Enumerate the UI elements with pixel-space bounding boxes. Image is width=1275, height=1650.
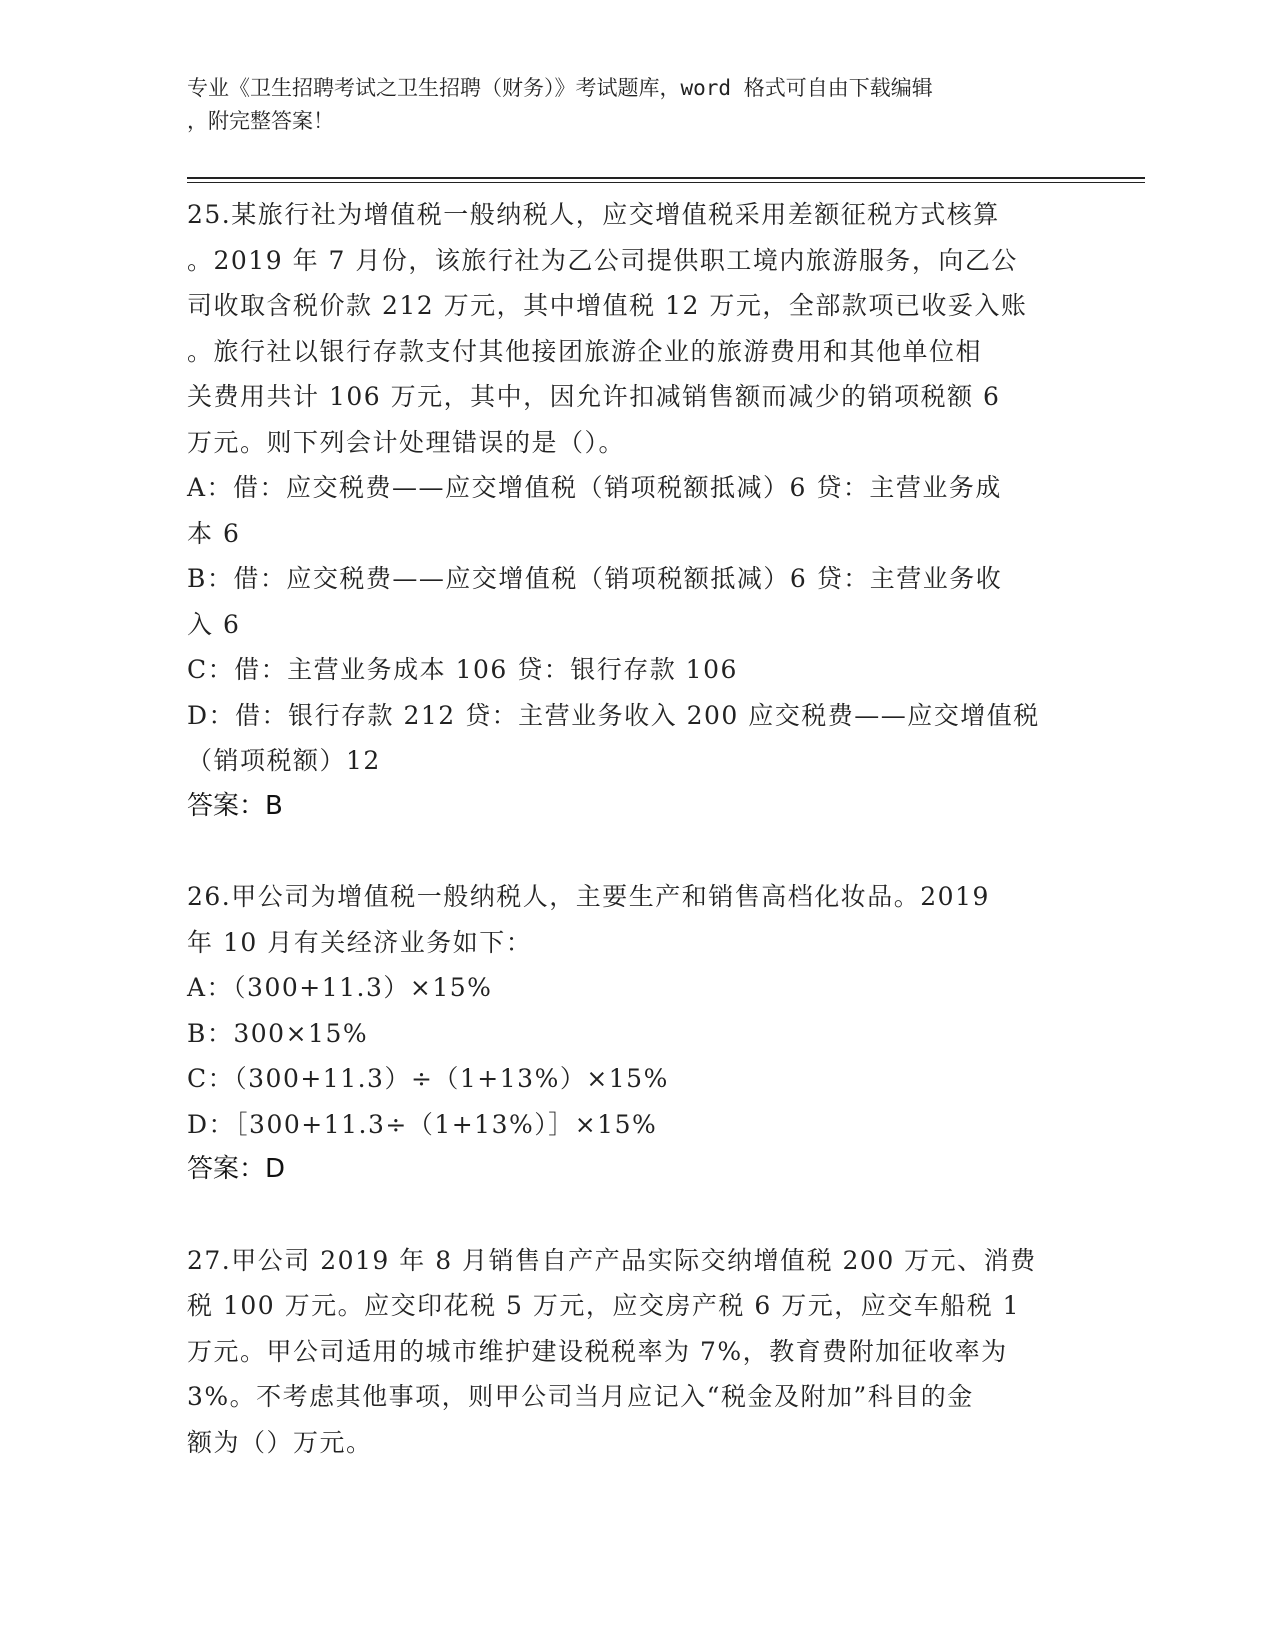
- question-line: 3%。不考虑其他事项，则甲公司当月应记入“税金及附加”科目的金: [187, 1382, 974, 1411]
- question-spacer: [187, 1193, 1067, 1238]
- option-a-line: A：借：应交税费——应交增值税（销项税额抵减）6 贷：主营业务成: [187, 473, 1002, 502]
- option-c-line: C：借：主营业务成本 106 贷：银行存款 106: [187, 655, 738, 684]
- header-divider-thin: [187, 182, 1145, 183]
- option-b-line: 入 6: [187, 609, 241, 639]
- header-line-2: ，附完整答案！: [187, 109, 334, 133]
- option-b-line: B：300×15%: [187, 1018, 369, 1048]
- document-header: [187, 72, 1087, 138]
- question-line: 万元。甲公司适用的城市维护建设税税率为 7%，教育费附加征收率为: [187, 1336, 1008, 1366]
- option-d-line: D：［300+11.3÷（1+13%）］×15%: [187, 1109, 658, 1139]
- question-line: 税 100 万元。应交印花税 5 万元，应交房产税 6 万元，应交车船税 1: [187, 1291, 1021, 1320]
- question-line: 27.甲公司 2019 年 8 月销售自产产品实际交纳增值税 200 万元、消费: [187, 1245, 1037, 1275]
- question-line: 26.甲公司为增值税一般纳税人，主要生产和销售高档化妆品。2019: [187, 882, 990, 911]
- question-line: 司收取含税价款 212 万元，其中增值税 12 万元，全部款项已收妥入账: [187, 291, 1028, 320]
- option-a-line: 本 6: [187, 518, 241, 548]
- question-27: [187, 1238, 1067, 1466]
- question-25: [187, 192, 1067, 829]
- question-line: 。2019 年 7 月份，该旅行社为乙公司提供职工境内旅游服务，向乙公: [187, 245, 1018, 275]
- question-line: 万元。则下列会计处理错误的是（）。: [187, 427, 626, 457]
- question-line: 。旅行社以银行存款支付其他接团旅游企业的旅游费用和其他单位相: [187, 336, 983, 366]
- option-d-line: D：借：银行存款 212 贷：主营业务收入 200 应交税费——应交增值税: [187, 700, 1040, 730]
- question-26: [187, 874, 1067, 1193]
- option-b-line: B：借：应交税费——应交增值税（销项税额抵减）6 贷：主营业务收: [187, 564, 1003, 593]
- answer-line: 答案：D: [187, 1154, 286, 1184]
- option-d-line: （销项税额）12: [187, 746, 381, 775]
- question-list: [187, 192, 1067, 1465]
- question-line: 额为（）万元。: [187, 1427, 373, 1457]
- answer-line: 答案：B: [187, 790, 283, 821]
- option-a-line: A：（300+11.3）×15%: [187, 973, 493, 1002]
- header-divider-thick: [187, 177, 1145, 179]
- header-line-1: 专业《卫生招聘考试之卫生招聘（财务）》考试题库，word 格式可自由下载编辑: [187, 76, 933, 100]
- option-c-line: C：（300+11.3）÷（1+13%）×15%: [187, 1064, 669, 1093]
- question-line: 年 10 月有关经济业务如下：: [187, 927, 533, 957]
- question-line: 关费用共计 106 万元，其中，因允许扣减销售额而减少的销项税额 6: [187, 382, 1001, 411]
- question-line: 25.某旅行社为增值税一般纳税人，应交增值税采用差额征税方式核算: [187, 200, 1000, 229]
- question-spacer: [187, 829, 1067, 874]
